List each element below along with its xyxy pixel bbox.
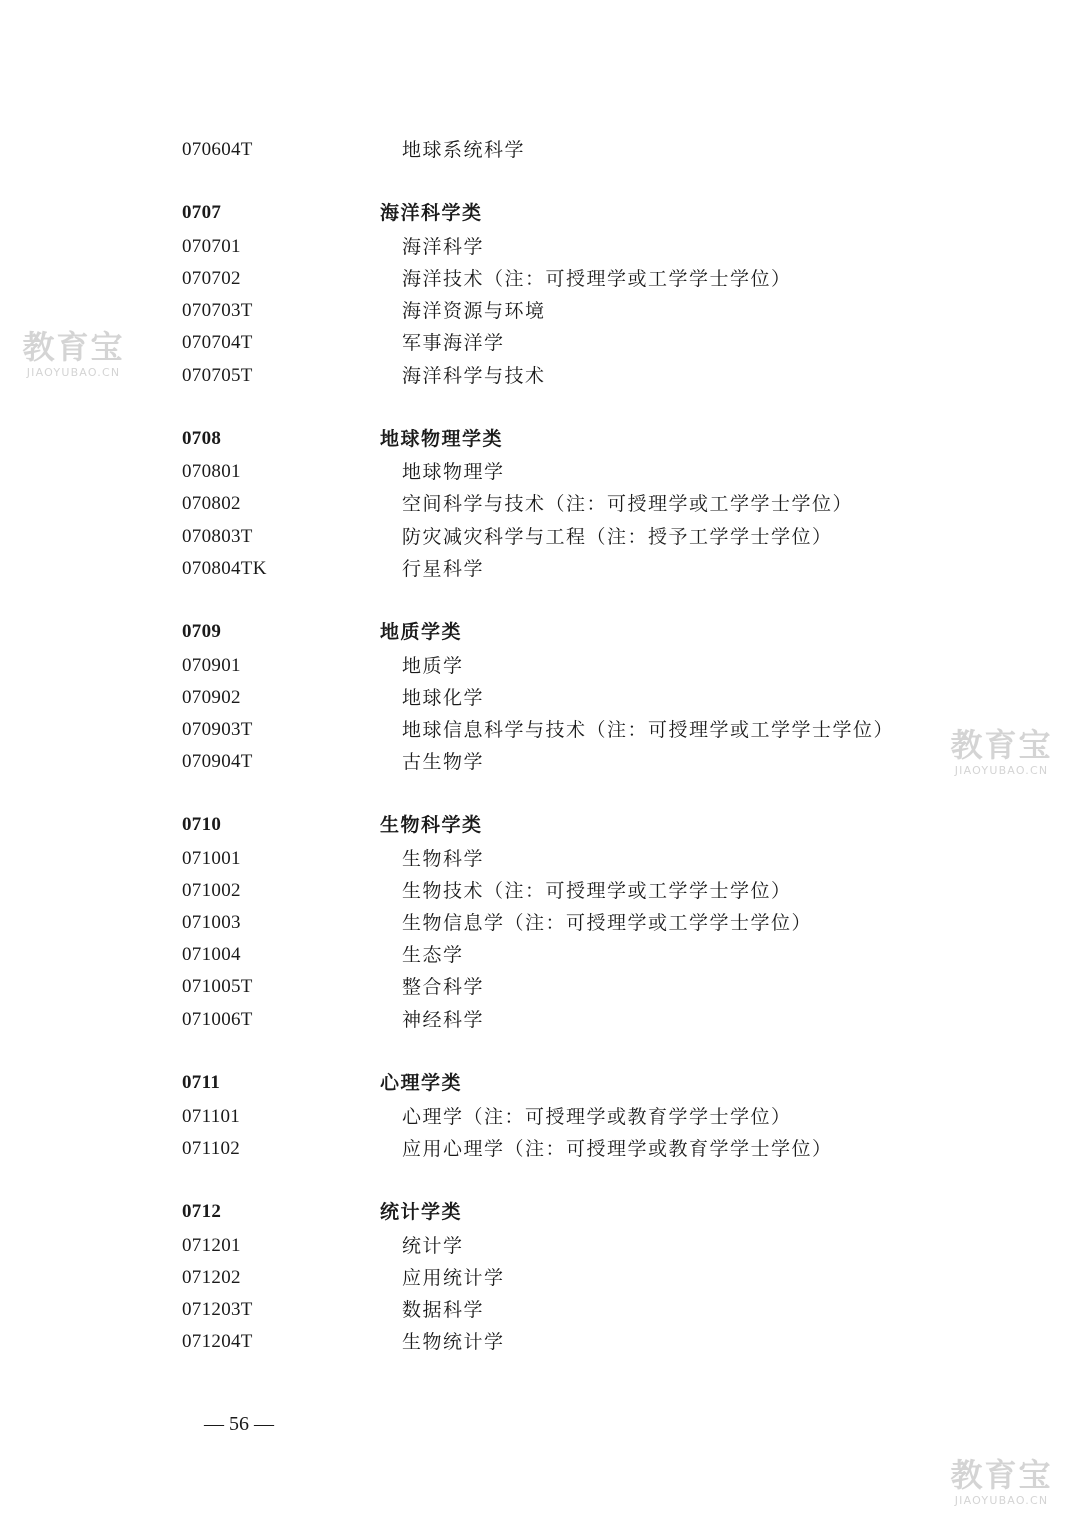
major-code: 070801	[182, 461, 241, 482]
major-code: 070903T	[182, 719, 253, 740]
major-name: 统计学	[402, 1235, 464, 1257]
major-code: 070701	[182, 236, 241, 257]
category-name: 地球物理学类	[380, 428, 504, 450]
major-code: 071005T	[182, 976, 253, 997]
category-header	[0, 201, 1080, 233]
major-code: 071203T	[182, 1299, 253, 1320]
list-item	[0, 1298, 1080, 1330]
category-header	[0, 1200, 1080, 1232]
watermark-url: JIAOYUBAO.CN	[954, 1494, 1049, 1507]
category-name: 地质学类	[380, 621, 463, 643]
category-name: 海洋科学类	[380, 202, 483, 224]
list-item	[0, 525, 1080, 557]
list-item	[0, 1008, 1080, 1040]
list-item	[0, 879, 1080, 911]
major-code: 071001	[182, 848, 241, 869]
category-code: 0711	[182, 1072, 221, 1093]
major-name: 地球系统科学	[402, 139, 526, 161]
major-name: 生物统计学	[402, 1331, 505, 1353]
list-item	[0, 975, 1080, 1007]
major-name: 古生物学	[402, 751, 485, 773]
category-code: 0708	[182, 428, 222, 449]
list-item	[0, 1137, 1080, 1169]
category-name: 统计学类	[380, 1201, 463, 1223]
category-code: 0712	[182, 1201, 222, 1222]
list-item	[0, 911, 1080, 943]
list-item	[0, 686, 1080, 718]
watermark-text: 教育宝	[22, 328, 125, 366]
major-name: 军事海洋学	[402, 332, 505, 354]
major-code: 070901	[182, 655, 241, 676]
major-code: 070705T	[182, 365, 253, 386]
list-item	[0, 299, 1080, 331]
major-name: 整合科学	[402, 976, 485, 998]
major-name: 地球物理学	[402, 461, 505, 483]
category-header	[0, 813, 1080, 845]
major-code: 071202	[182, 1267, 241, 1288]
list-item	[0, 654, 1080, 686]
major-code: 070904T	[182, 751, 253, 772]
list-item	[0, 718, 1080, 750]
list-item	[0, 943, 1080, 975]
list-item	[0, 1266, 1080, 1298]
list-item	[0, 557, 1080, 589]
major-name: 海洋科学	[402, 236, 485, 258]
category-header	[0, 620, 1080, 652]
list-item	[0, 1330, 1080, 1362]
major-code: 071004	[182, 944, 241, 965]
major-name: 空间科学与技术（注：可授理学或工学学士学位）	[402, 493, 854, 515]
major-code: 070803T	[182, 526, 253, 547]
watermark-text: 教育宝	[950, 726, 1053, 764]
major-code: 071204T	[182, 1331, 253, 1352]
category-name: 心理学类	[380, 1072, 463, 1094]
major-name: 生物技术（注：可授理学或工学学士学位）	[402, 880, 792, 902]
major-name: 应用统计学	[402, 1267, 505, 1289]
watermark-url: JIAOYUBAO.CN	[26, 366, 121, 379]
major-code: 071102	[182, 1138, 241, 1159]
major-code: 070702	[182, 268, 241, 289]
watermark-text: 教育宝	[950, 1456, 1053, 1494]
list-item	[0, 1105, 1080, 1137]
major-name: 数据科学	[402, 1299, 485, 1321]
major-name: 海洋技术（注：可授理学或工学学士学位）	[402, 268, 792, 290]
major-name: 海洋资源与环境	[402, 300, 546, 322]
major-code: 070704T	[182, 332, 253, 353]
major-code: 070604T	[182, 139, 253, 160]
watermark-logo	[944, 1456, 1059, 1514]
page-number: — 56 —	[204, 1413, 274, 1435]
list-item	[0, 1234, 1080, 1266]
major-code: 070802	[182, 493, 241, 514]
list-item	[0, 364, 1080, 396]
major-code: 071006T	[182, 1009, 253, 1030]
major-code: 071002	[182, 880, 241, 901]
major-code: 071201	[182, 1235, 241, 1256]
major-name: 生物科学	[402, 848, 485, 870]
category-header	[0, 427, 1080, 459]
category-header	[0, 1071, 1080, 1103]
major-name: 海洋科学与技术	[402, 365, 546, 387]
major-name: 生物信息学（注：可授理学或工学学士学位）	[402, 912, 813, 934]
list-item	[0, 235, 1080, 267]
major-name: 神经科学	[402, 1009, 485, 1031]
major-code: 070703T	[182, 300, 253, 321]
category-code: 0710	[182, 814, 222, 835]
list-item	[0, 138, 1080, 170]
major-code: 071003	[182, 912, 241, 933]
list-item	[0, 460, 1080, 492]
major-code: 071101	[182, 1106, 241, 1127]
major-name: 地球信息科学与技术（注：可授理学或工学学士学位）	[402, 719, 895, 741]
major-code: 070902	[182, 687, 241, 708]
major-code: 070804TK	[182, 558, 267, 579]
major-name: 行星科学	[402, 558, 485, 580]
list-item	[0, 267, 1080, 299]
major-name: 地质学	[402, 655, 464, 677]
list-item	[0, 847, 1080, 879]
major-name: 应用心理学（注：可授理学或教育学学士学位）	[402, 1138, 833, 1160]
category-code: 0707	[182, 202, 222, 223]
list-item	[0, 492, 1080, 524]
list-item	[0, 750, 1080, 782]
major-name: 防灾减灾科学与工程（注：授予工学学士学位）	[402, 526, 833, 548]
watermark-url: JIAOYUBAO.CN	[954, 764, 1049, 777]
major-name: 地球化学	[402, 687, 485, 709]
major-name: 生态学	[402, 944, 464, 966]
list-item	[0, 331, 1080, 363]
category-code: 0709	[182, 621, 222, 642]
category-name: 生物科学类	[380, 814, 483, 836]
major-name: 心理学（注：可授理学或教育学学士学位）	[402, 1106, 792, 1128]
